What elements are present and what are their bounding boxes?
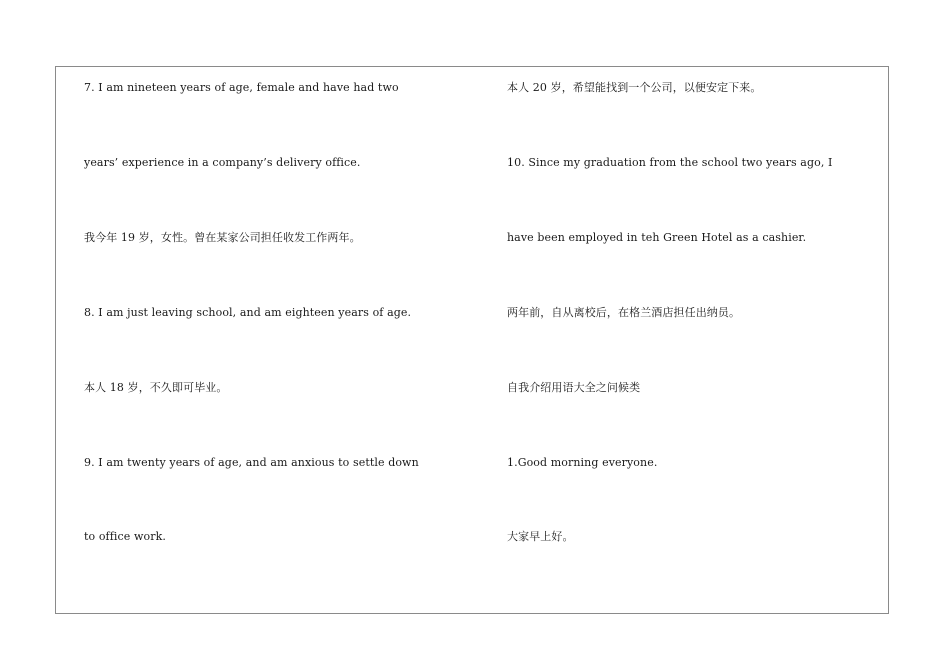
text-line: 本人 20 岁，希望能找到一个公司，以便安定下来。 — [507, 81, 762, 94]
text-line: have been employed in teh Green Hotel as a cashier. — [507, 231, 807, 244]
text-line: 两年前，自从离校后，在格兰酒店担任出纳员。 — [507, 306, 741, 319]
text-line: 9. I am twenty years of age, and am anxious to settle down — [84, 456, 419, 469]
right-column — [507, 67, 882, 613]
text-line: 8. I am just leaving school, and am eighteen years of age. — [84, 306, 412, 319]
text-line: 本人 18 岁，不久即可毕业。 — [84, 381, 228, 394]
text-line: to office work. — [84, 530, 166, 543]
text-line: 10. Since my graduation from the school two years ago, I — [507, 156, 833, 169]
text-line: 我今年 19 岁，女性。曾在某家公司担任收发工作两年。 — [84, 231, 361, 244]
text-line: 1.Good morning everyone. — [507, 456, 658, 469]
document-page — [55, 66, 889, 614]
left-column — [84, 67, 474, 613]
text-line: 7. I am nineteen years of age, female and have had two — [84, 81, 399, 94]
section-heading: 自我介绍用语大全之问候类 — [507, 381, 641, 394]
text-line: years’ experience in a company’s delivery office. — [84, 156, 361, 169]
text-line: 大家早上好。 — [507, 530, 574, 543]
